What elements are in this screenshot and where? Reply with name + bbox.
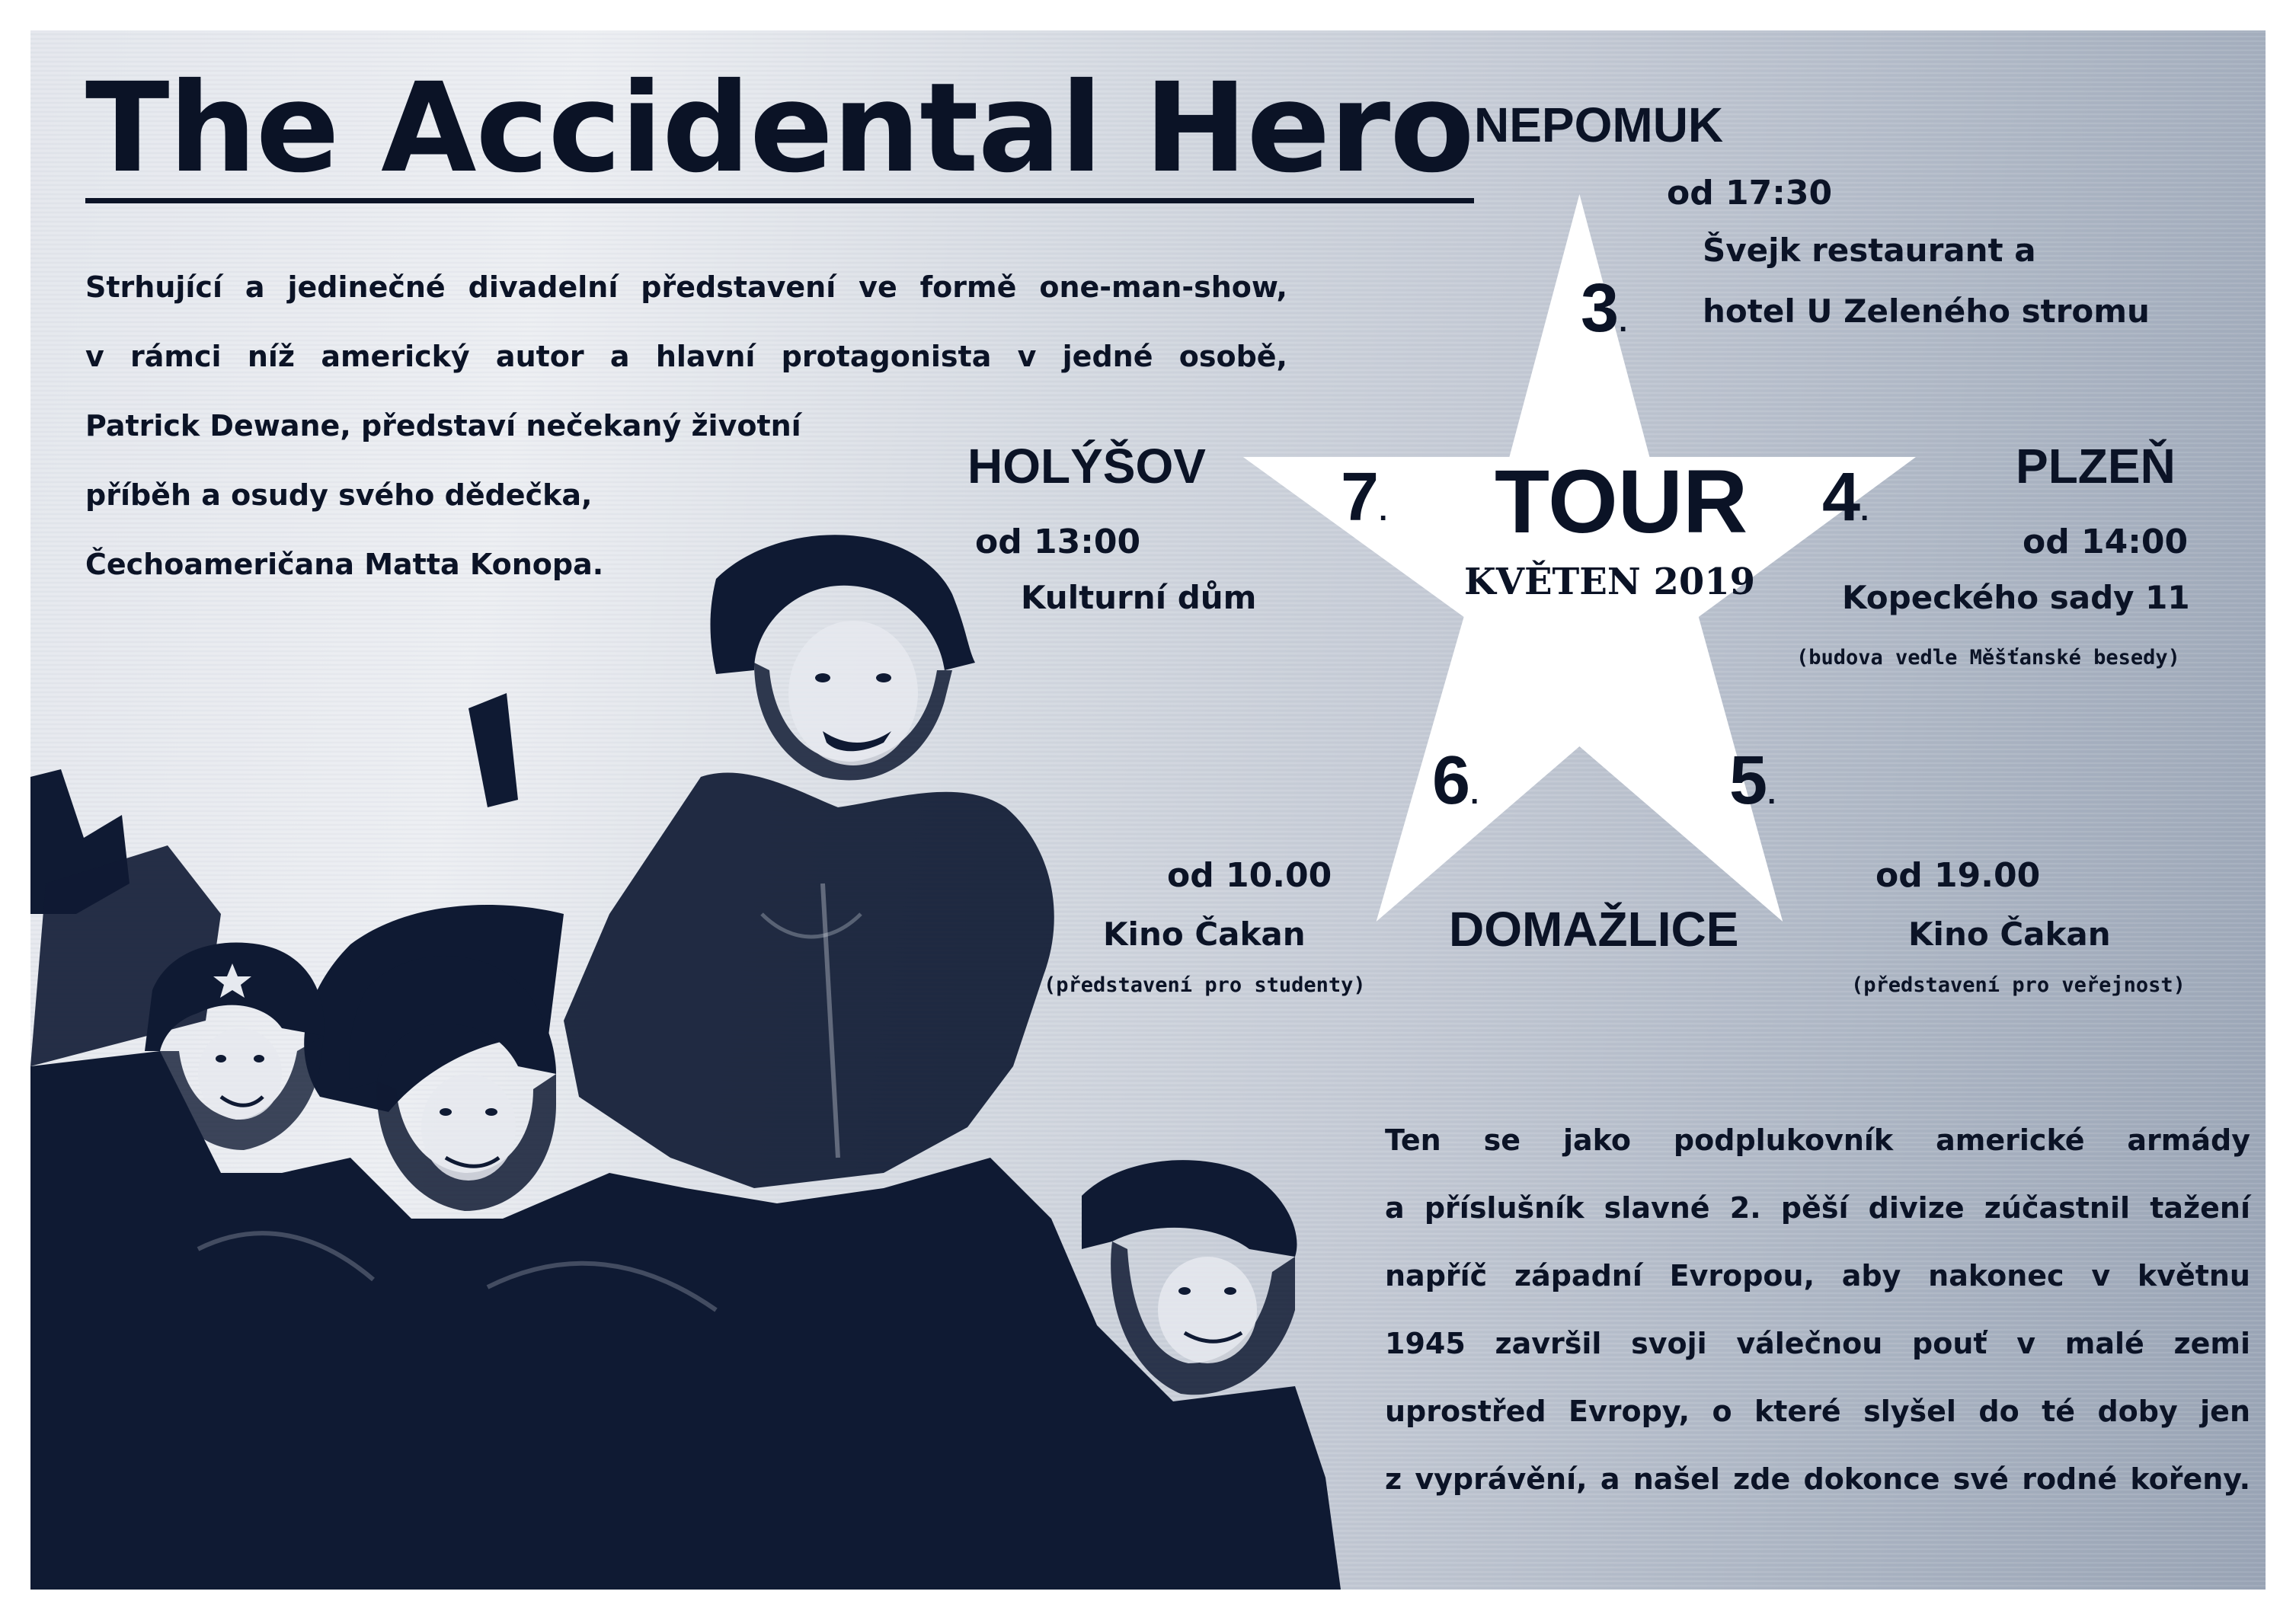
note-plzen: (budova vedle Měšťanské besedy) xyxy=(1796,646,2180,669)
time-domazlice-public: od 19.00 xyxy=(1875,856,2041,895)
time-nepomuk: od 17:30 xyxy=(1667,174,1833,212)
intro-line: příběh a osudy svého dědečka, xyxy=(85,478,593,512)
story-line: z vyprávění, a našel zde dokonce své rodné kořeny. xyxy=(1385,1462,2250,1496)
venue-domazlice-students: Kino Čakan xyxy=(1103,915,1306,953)
intro-line: Čechoameričana Matta Konopa. xyxy=(85,548,604,581)
intro-line: Patrick Dewane, představí nečekaný životní xyxy=(85,409,801,443)
venue-domazlice-public: Kino Čakan xyxy=(1908,915,2111,953)
venue-plzen: Kopeckého sady 11 xyxy=(1842,579,2190,616)
city-holysov: HOLÝŠOV xyxy=(967,439,1206,494)
venue-holysov: Kulturní dům xyxy=(1021,579,1257,616)
stop-number-plzen: 4. xyxy=(1822,459,1869,535)
story-line: Ten se jako podplukovník americké armády xyxy=(1385,1123,2250,1157)
stop-number-holysov: 7. xyxy=(1341,459,1388,535)
tour-label: TOUR xyxy=(1495,452,1748,552)
story-paragraph xyxy=(1385,1107,2250,1513)
story-line: uprostřed Evropy, o které slyšel do té doby jen xyxy=(1385,1395,2250,1428)
city-domazlice: DOMAŽLICE xyxy=(1449,902,1739,957)
poster xyxy=(30,30,2266,1590)
story-line: a příslušník slavné 2. pěší divize zúčastnil tažení xyxy=(1385,1191,2250,1225)
note-domazlice-students: (představení pro studenty) xyxy=(1044,973,1366,997)
intro-line: Strhující a jedinečné divadelní představení ve formě one-man-show, xyxy=(85,270,1287,304)
time-holysov: od 13:00 xyxy=(975,522,1141,561)
time-plzen: od 14:00 xyxy=(2023,522,2189,561)
time-domazlice-students: od 10.00 xyxy=(1167,856,1332,895)
story-line: 1945 završil svoji válečnou pouť v malé zemi xyxy=(1385,1327,2250,1360)
venue-nepomuk-line: hotel U Zeleného stromu xyxy=(1703,292,2150,330)
story-line: napříč západní Evropou, aby nakonec v květnu xyxy=(1385,1259,2250,1292)
stop-number-domazlice-public: 5. xyxy=(1729,743,1776,819)
soldiers-illustration xyxy=(30,487,1371,1590)
note-domazlice-public: (představení pro veřejnost) xyxy=(1851,973,2186,997)
tour-month: KVĚTEN 2019 xyxy=(1464,561,1756,603)
city-plzen: PLZEŇ xyxy=(2016,439,2176,494)
venue-nepomuk-line: Švejk restaurant a xyxy=(1703,232,2036,269)
city-nepomuk: NEPOMUK xyxy=(1474,97,1724,152)
stop-number-nepomuk: 3. xyxy=(1581,270,1628,347)
stop-number-domazlice-students: 6. xyxy=(1432,743,1479,819)
intro-line: v rámci níž americký autor a hlavní protagonista v jedné osobě, xyxy=(85,340,1287,373)
poster-title: The Accidental Hero xyxy=(85,67,1474,203)
